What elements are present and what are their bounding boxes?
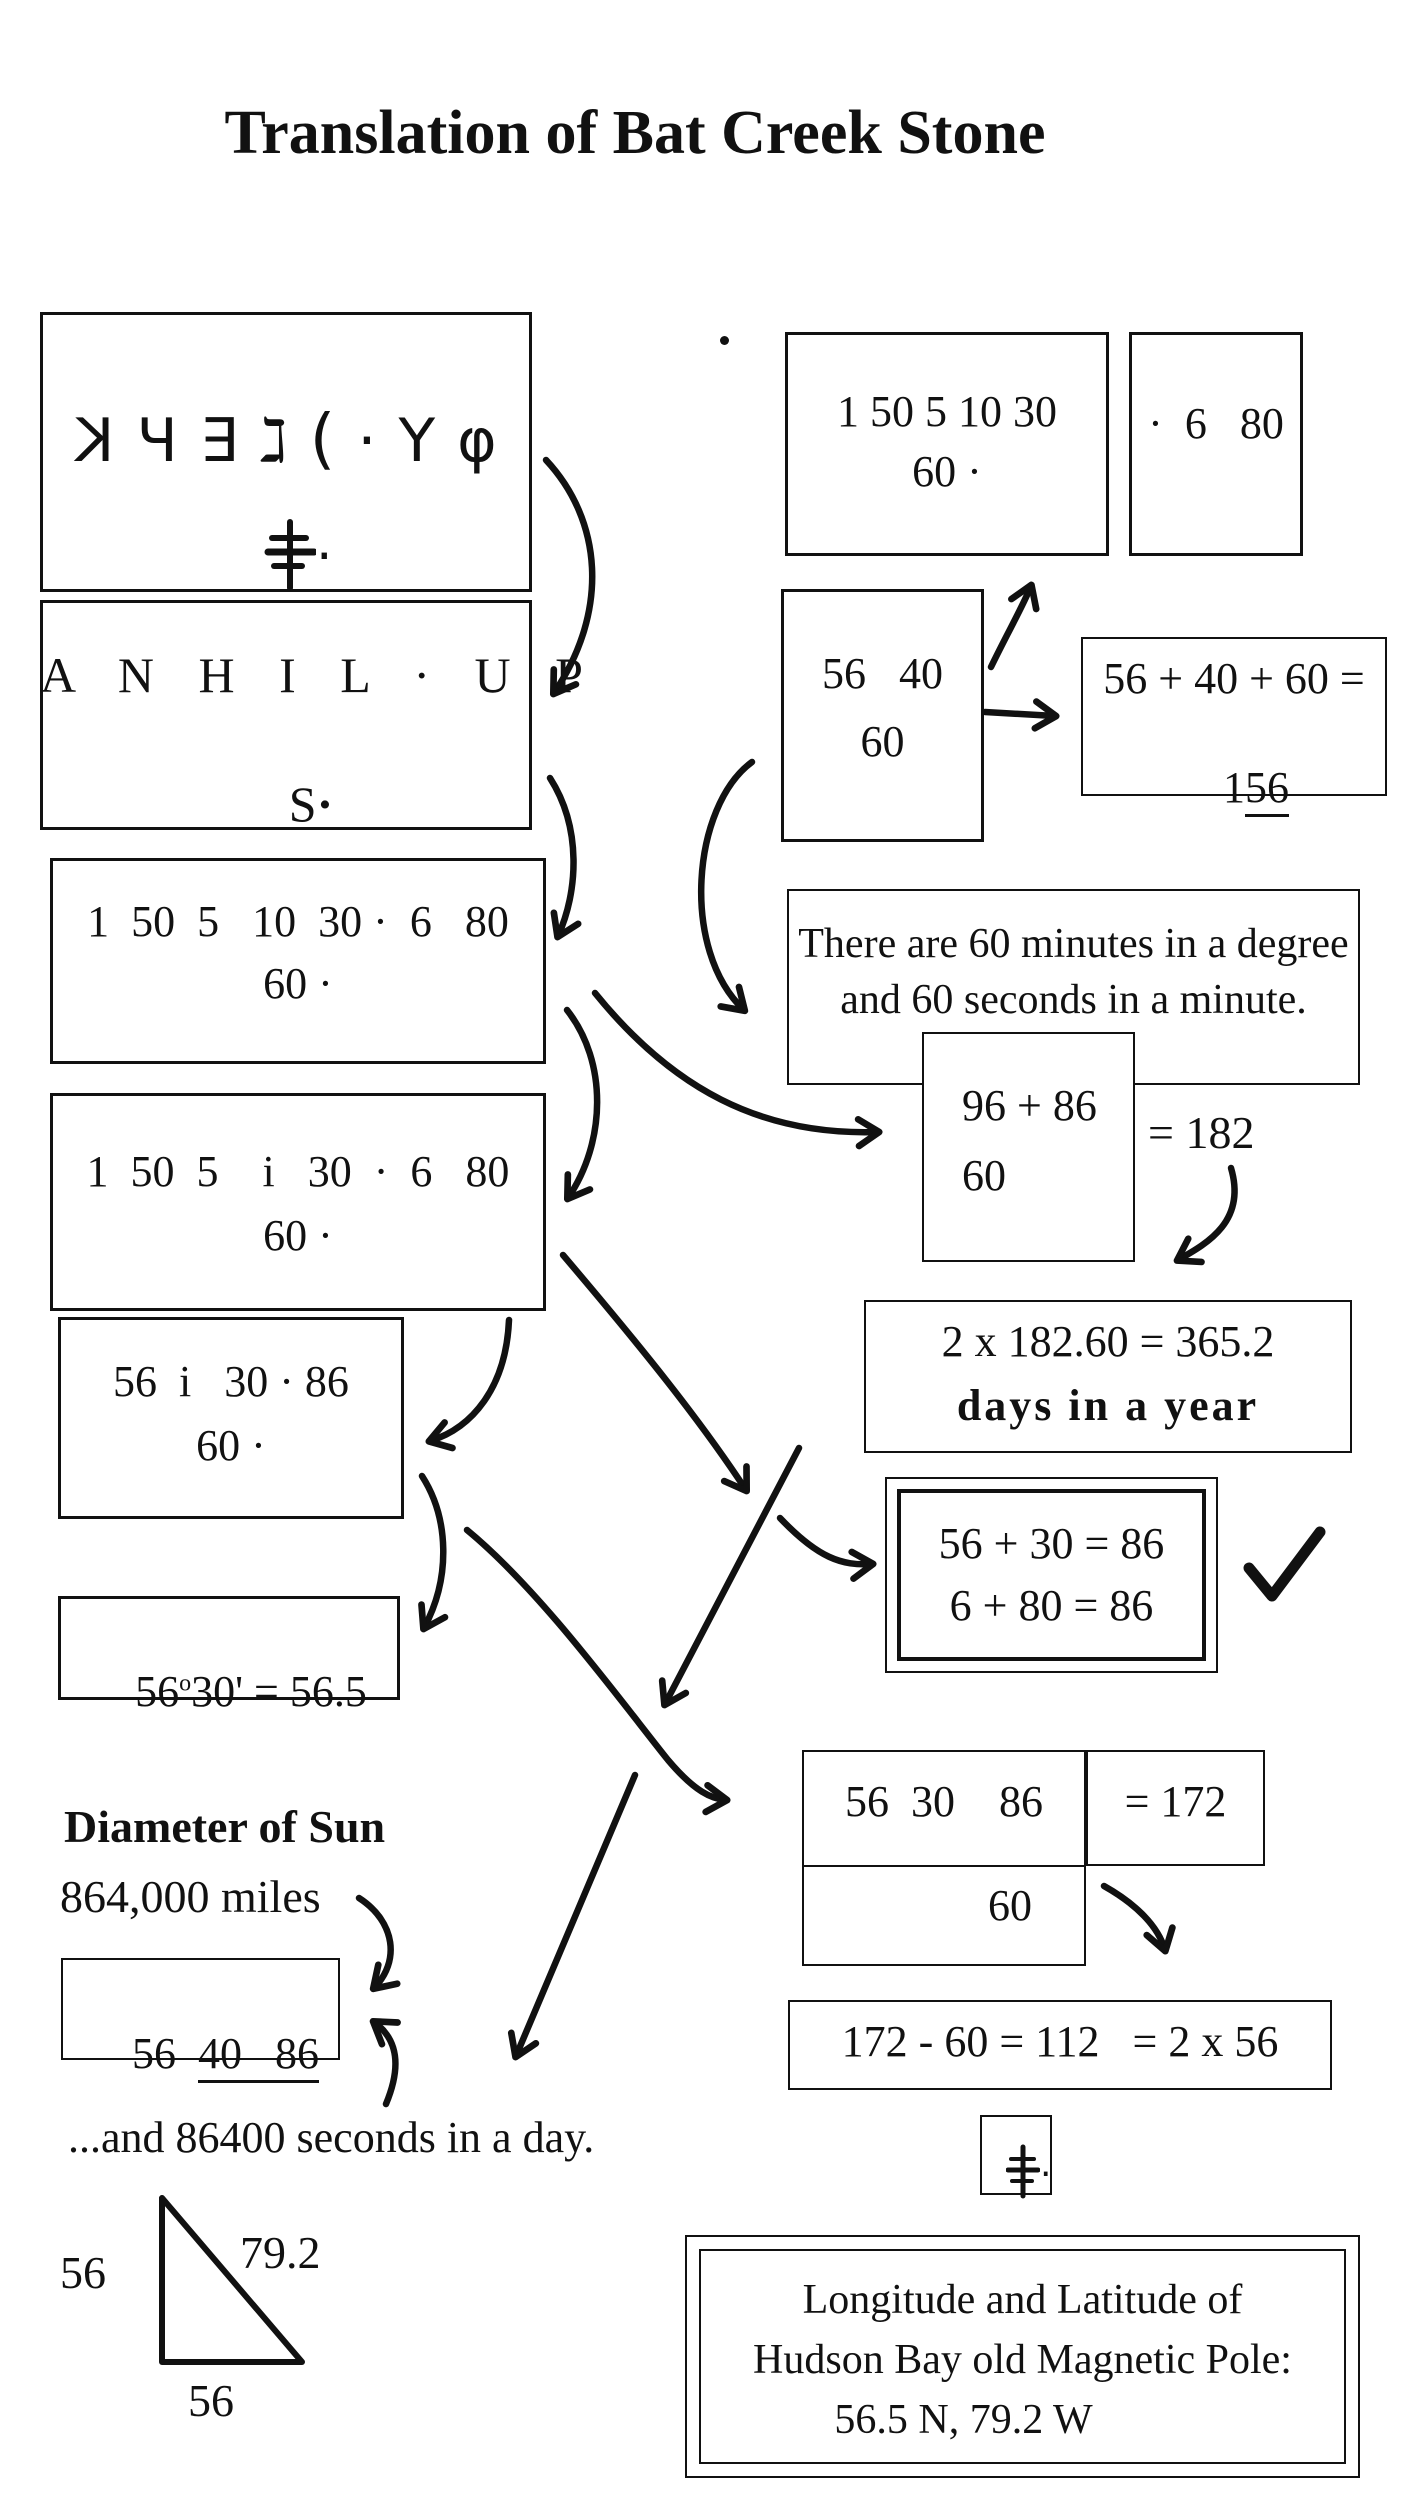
sun-heading: Diameter of Sun bbox=[64, 1801, 386, 1852]
topright-seq-line1: 1 50 5 10 30 bbox=[837, 387, 1057, 436]
word-divider-dot: · bbox=[357, 406, 377, 476]
topright-seq-line2: 60 · bbox=[912, 447, 982, 496]
sequence1-line1: 1 50 5 10 30 · 6 80 bbox=[87, 897, 509, 946]
pole-line3: 56.5 N, 79.2 W bbox=[834, 2397, 1093, 2443]
arrow-swoop-to-table bbox=[467, 1530, 726, 1800]
topright-sequence-box bbox=[785, 332, 1109, 556]
paleo-glyph-7: φ bbox=[457, 406, 497, 476]
result-underlined: 56 bbox=[1245, 763, 1289, 817]
arrow-seconds-to-sun-box bbox=[374, 2022, 395, 2104]
arrow-182-to-year-box bbox=[1178, 1168, 1235, 1260]
paleo-glyph-1: K bbox=[75, 406, 115, 476]
three-bar-glyph-icon bbox=[264, 518, 316, 592]
paleo-glyph-4: ℷ bbox=[259, 406, 288, 476]
glyph-box-dot: · bbox=[1040, 2154, 1052, 2195]
sun-box-prefix: 56 bbox=[132, 2029, 198, 2079]
degrees-text bbox=[58, 1620, 400, 1765]
minutes-note-line1: There are 60 minutes in a degree bbox=[798, 921, 1349, 967]
stray-dot bbox=[720, 336, 729, 345]
fraction-line1: 96 + 86 bbox=[962, 1081, 1097, 1130]
table-result-text: = 172 bbox=[1124, 1777, 1227, 1826]
six-eighty-text: · 6 80 bbox=[1148, 399, 1284, 448]
equals-182: = 182 bbox=[1148, 1107, 1255, 1158]
year-line1: 2 x 182.60 = 365.2 bbox=[941, 1317, 1275, 1366]
degrees-post: 30' = 56.5 bbox=[191, 1667, 367, 1717]
paleo-glyph-2: Ч bbox=[136, 406, 178, 476]
sum-input-box bbox=[781, 589, 984, 842]
inscription-glyph-row bbox=[60, 400, 512, 477]
table-row2-text: 60 bbox=[988, 1881, 1032, 1930]
pole-line2: Hudson Bay old Magnetic Pole: bbox=[753, 2337, 1292, 2383]
page-title: Translation of Bat Creek Stone bbox=[224, 99, 1046, 167]
three-bar-glyph-small-icon bbox=[1006, 2144, 1040, 2200]
check-box-inner bbox=[897, 1489, 1206, 1661]
arrow-table-to-difference bbox=[1104, 1886, 1165, 1950]
glyph-box-content bbox=[990, 2126, 1051, 2223]
paleo-glyph-5: ( bbox=[309, 400, 336, 477]
translit-s: S bbox=[288, 776, 317, 832]
fraction-box bbox=[922, 1032, 1135, 1262]
result-prefix: 1 bbox=[1223, 763, 1245, 813]
difference-text: 172 - 60 = 112 = 2 x 56 bbox=[841, 2017, 1279, 2066]
arrow-into-check-box bbox=[780, 1518, 872, 1564]
sequence3-line2: 60 · bbox=[196, 1421, 266, 1470]
sequence2-line1: 1 50 5 i 30 · 6 80 bbox=[86, 1147, 510, 1196]
arrow-long-diagonal-upper bbox=[665, 1448, 799, 1704]
fraction-line2: 60 bbox=[962, 1151, 1006, 1200]
sum-result-line1: 56 + 40 + 60 = bbox=[1103, 654, 1365, 703]
sun-box-text bbox=[88, 1982, 319, 2127]
arrow-miles-to-sun-box bbox=[359, 1898, 391, 1988]
sequence1-line2: 60 · bbox=[263, 959, 333, 1008]
sequence-box-3 bbox=[58, 1317, 404, 1519]
seconds-note: ...and 86400 seconds in a day. bbox=[68, 2113, 595, 2162]
arrow-seq2-down-right bbox=[563, 1255, 746, 1490]
year-line2: days in a year bbox=[956, 1381, 1260, 1430]
sequence2-line2: 60 · bbox=[263, 1211, 333, 1260]
transliteration-line1: A N H I L · U P bbox=[40, 647, 596, 703]
arrow-long-diagonal-lower bbox=[516, 1775, 635, 2056]
inscription-dot: · bbox=[316, 527, 333, 587]
sun-box-underlined: 40 86 bbox=[198, 2029, 319, 2083]
sequence3-line1: 56 i 30 · 86 bbox=[113, 1357, 349, 1406]
arrow-sum-to-minutes-note bbox=[701, 762, 752, 1010]
sum-result-line2 bbox=[1081, 716, 1387, 861]
triangle-hypotenuse-label: 79.2 bbox=[240, 2227, 321, 2278]
arrow-seq3-to-degrees bbox=[422, 1476, 443, 1628]
minutes-note-line2: and 60 seconds in a minute. bbox=[840, 977, 1307, 1023]
sun-subheading: 864,000 miles bbox=[60, 1871, 321, 1922]
sum-input-line2: 60 bbox=[860, 717, 905, 766]
check-line2: 6 + 80 = 86 bbox=[949, 1581, 1154, 1630]
arrow-into-seq3 bbox=[430, 1320, 509, 1441]
arrow-seq1-to-seq2 bbox=[567, 1010, 597, 1198]
paleo-glyph-3: ∃ bbox=[199, 406, 238, 476]
sequence-box-2 bbox=[50, 1093, 546, 1311]
right-triangle bbox=[162, 2198, 302, 2362]
arrow-sum-to-six-eighty bbox=[991, 586, 1031, 667]
arrow-translit-to-seq1 bbox=[550, 778, 574, 936]
sum-input-line1: 56 40 bbox=[822, 649, 943, 698]
triangle-left-label: 56 bbox=[60, 2247, 106, 2298]
arrow-sum-to-result bbox=[985, 712, 1055, 716]
inscription-second-line bbox=[248, 500, 333, 615]
checkmark-icon bbox=[1249, 1532, 1320, 1596]
triangle-bottom-label: 56 bbox=[188, 2375, 234, 2426]
check-line1: 56 + 30 = 86 bbox=[938, 1519, 1165, 1568]
translit-dot: · bbox=[316, 776, 334, 832]
degrees-pre: 56 bbox=[135, 1667, 180, 1717]
table-row1-text: 56 30 86 bbox=[845, 1777, 1043, 1826]
degree-symbol: o bbox=[179, 1670, 192, 1697]
pole-line1: Longitude and Latitude of bbox=[802, 2277, 1243, 2323]
paleo-glyph-6: Y bbox=[398, 406, 436, 476]
